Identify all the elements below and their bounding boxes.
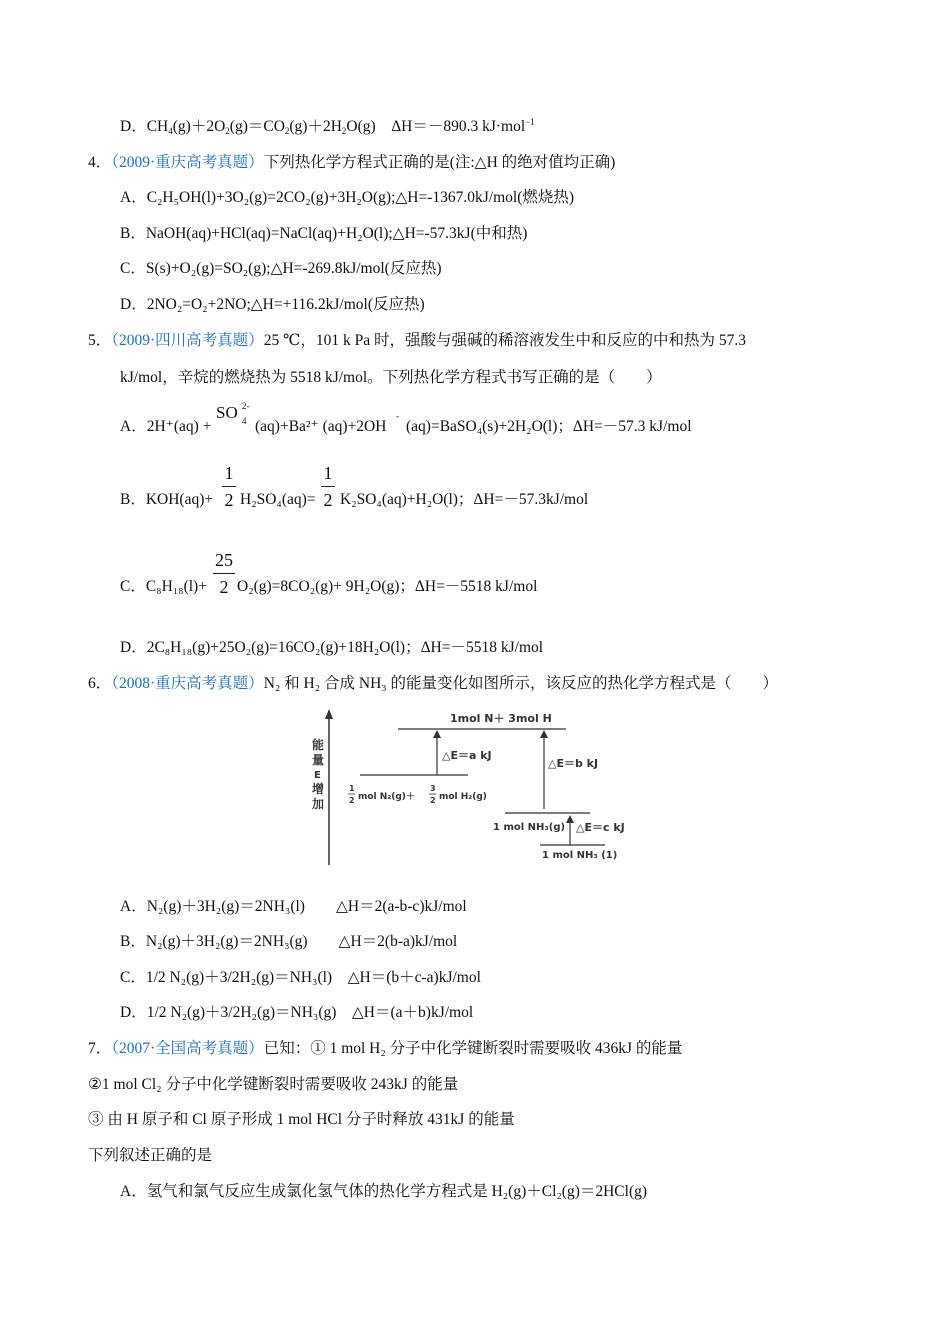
q5-b-half2-bar [321,486,335,487]
q5-so4-ion: SO [216,403,238,422]
r-half-den: 2 [349,796,355,805]
q5-stem: 5．（2009·四川高考真题）25 ℃，101 k Pa 时，强酸与强碱的稀溶液发生中和反应的中和热为 57.3 [88,332,747,349]
q7-source: （2007·全国高考真题） [111,1040,264,1057]
q5-option-b-pre: B．KOH(aq)+ [120,491,214,508]
q7-option-a: A．氢气和氯气反应生成氯化氢气体的热化学方程式是 H₂(g)＋Cl₂(g)＝2HCl(g) [120,1183,648,1200]
q5-option-b-mid: H₂SO₄(aq)= [240,491,316,508]
q5-b-half-den: 2 [224,490,234,510]
q6-option-a: A．N₂(g)＋3H₂(g)＝2NH₃(l) △H＝2(a-b-c)kJ/mol [120,898,467,915]
arrow-b [540,730,548,738]
y-label-2: 量 [312,753,325,767]
y-axis-arrow [325,709,333,719]
y-label-1: 能 [312,738,325,752]
q5-so4-subscript: 4 [242,416,247,426]
q4-option-c: C．S(s)+O₂(g)=SO₂(g);△H=-269.8kJ/mol(反应热) [120,260,442,277]
q5-c-frac-num: 25 [215,550,233,570]
y-label-4: 增 [312,782,325,796]
reactant-label-1: mol N₂(g)＋ [358,792,415,802]
q5-option-d: D．2C₈H₁₈(g)+25O₂(g)=16CO₂(g)+18H₂O(l)；ΔH=－5518 kJ/mol [120,639,544,656]
arrow-a [433,730,441,738]
q4-option-b: B．NaOH(aq)+HCl(aq)=NaCl(aq)+H₂O(l);△H=-57.3kJ(中和热) [120,225,528,242]
q4-option-d: D．2NO₂=O₂+2NO;△H=+116.2kJ/mol(反应热) [120,296,425,313]
q5-option-c-pre: C．C₈H₁₈(l)+ [120,578,207,595]
nh3-l-label: 1 mol NH₃ (1) [542,850,618,861]
q5-b-half2-den: 2 [323,490,333,510]
q5-b-half-num: 1 [224,463,234,483]
q7-stem: 7．（2007·全国高考真题）已知：① 1 mol H₂ 分子中化学键断裂时需要吸收 436kJ 的能量 [88,1040,683,1057]
q5-source: （2009·四川高考真题） [111,332,264,349]
q5-c-frac-den: 2 [219,577,229,597]
q4-source: （2009·重庆高考真题） [111,154,264,171]
y-label-3: E [314,770,321,781]
nh3-g-label: 1 mol NH₃(g) [493,822,566,833]
r-3-num: 3 [430,784,436,793]
q4-option-a: A．C₂H₅OH(l)+3O₂(g)=2CO₂(g)+3H₂O(g);△H=-1367.0kJ/mol(燃烧热) [120,189,575,206]
q6-source: （2008·重庆高考真题） [111,675,264,692]
q4-stem: 4．（2009·重庆高考真题）下列热化学方程式正确的是(注:△H 的绝对值均正确) [88,154,616,171]
q5-option-a-end: (aq)=BaSO₄(s)+2H₂O(l)；ΔH=－57.3 kJ/mol [406,418,692,435]
q5-option-c-end: O₂(g)=8CO₂(g)+ 9H₂O(g)；ΔH=－5518 kJ/mol [237,578,538,595]
q5-b-half2-num: 1 [323,463,333,483]
q6-option-c: C．1/2 N₂(g)＋3/2H₂(g)＝NH₃(l) △H＝(b＋c-a)kJ/mol [120,969,481,986]
q6-option-d: D．1/2 N₂(g)＋3/2H₂(g)＝NH₃(g) △H＝(a＋b)kJ/mol [120,1004,474,1021]
r-half-num: 1 [349,784,355,793]
r-3-den: 2 [430,796,436,805]
q5-stem-2: kJ/mol，辛烷的燃烧热为 5518 kJ/mol。下列热化学方程式书写正确的是（ ） [120,369,662,386]
energy-diagram [300,705,650,870]
q6-option-b: B．N₂(g)＋3H₂(g)＝2NH₃(g) △H＝2(b-a)kJ/mol [120,933,458,950]
q5-so4-charge: 2- [242,401,250,411]
q7-line-4: 下列叙述正确的是 [88,1147,213,1164]
reactant-label-2: mol H₂(g) [439,792,487,802]
q5-option-a-pre: A．2H⁺(aq) + [120,418,212,435]
q5-option-b-end: K₂SO₄(aq)+H₂O(l)；ΔH=－57.3kJ/mol [340,491,589,508]
delta-e-b: △E＝b kJ [548,757,599,770]
top-level-label: 1mol N＋ 3mol H [450,712,552,725]
q3-option-d: D．$CH_4(g)+2O_2(g)=CO_2(g)+2H_2O(g)$ ΔH＝－890.3 kJ·mol$^{-1}$ [120,117,535,136]
q5-option-a-post: (aq)+Ba²⁺ (aq)+2OH [255,418,387,435]
y-label-5: 加 [312,797,325,811]
q7-line-2: ②1 mol Cl₂ 分子中化学键断裂时需要吸收 243kJ 的能量 [88,1076,459,1093]
q5-b-half-bar [222,486,236,487]
delta-e-c: △E＝c kJ [576,821,625,834]
q5-c-frac-bar [213,573,235,574]
delta-e-a: △E＝a kJ [442,749,492,762]
q7-line-3: ③ 由 H 原子和 Cl 原子形成 1 mol HCl 分子时释放 431kJ 的能量 [88,1111,515,1128]
arrow-c [566,815,574,823]
q6-stem: 6．（2008·重庆高考真题）N₂ 和 H₂ 合成 NH₃ 的能量变化如图所示，该反应的热化学方程式是（ ） [88,675,779,692]
q5-oh-charge: - [396,411,399,421]
